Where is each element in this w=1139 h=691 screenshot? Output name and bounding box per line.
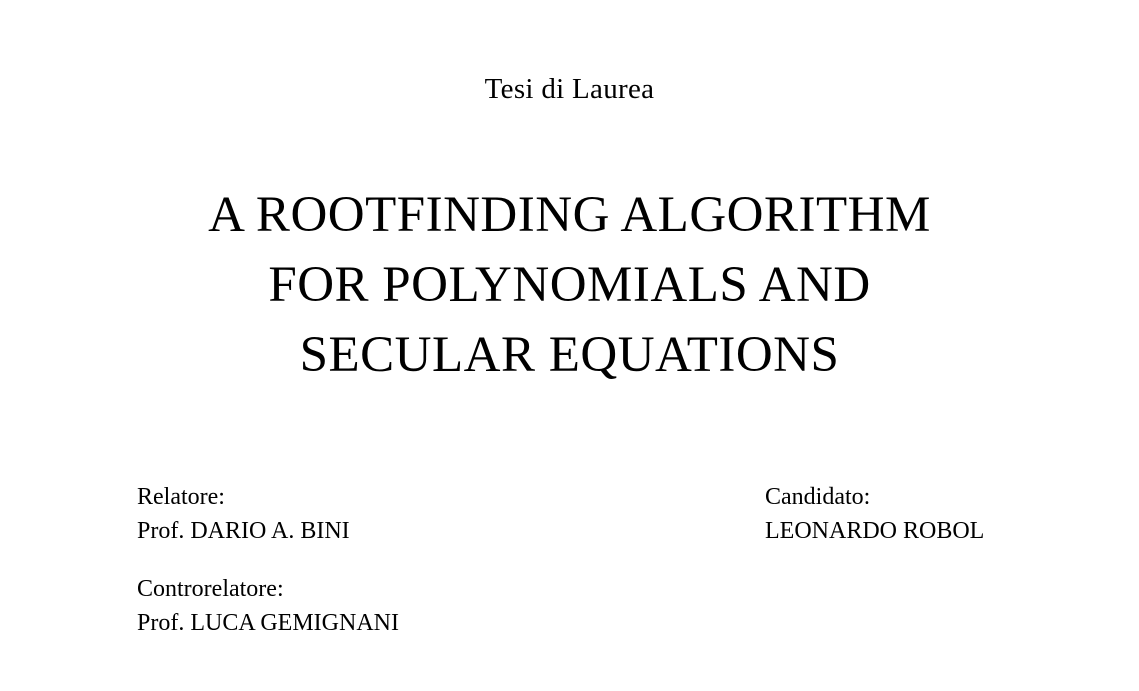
title-line-2: FOR POLYNOMIALS AND — [268, 257, 871, 313]
advisor-block — [137, 480, 350, 548]
document-title — [0, 180, 1139, 390]
co-examiner-name: Prof. LUCA GEMIGNANI — [137, 610, 399, 636]
title-line-1: A ROOTFINDING ALGORITHM — [208, 187, 931, 243]
candidate-block — [765, 480, 984, 548]
co-examiner-label: Controrelatore: — [137, 576, 284, 602]
co-examiner-block — [137, 572, 399, 640]
title-line-3: SECULAR EQUATIONS — [299, 327, 840, 383]
candidate-name: LEONARDO ROBOL — [765, 518, 985, 544]
advisor-label: Relatore: — [137, 484, 225, 510]
candidate-label: Candidato: — [765, 484, 871, 510]
advisor-name: Prof. DARIO A. BINI — [137, 518, 350, 544]
document-pretitle: Tesi di Laurea — [484, 73, 655, 105]
